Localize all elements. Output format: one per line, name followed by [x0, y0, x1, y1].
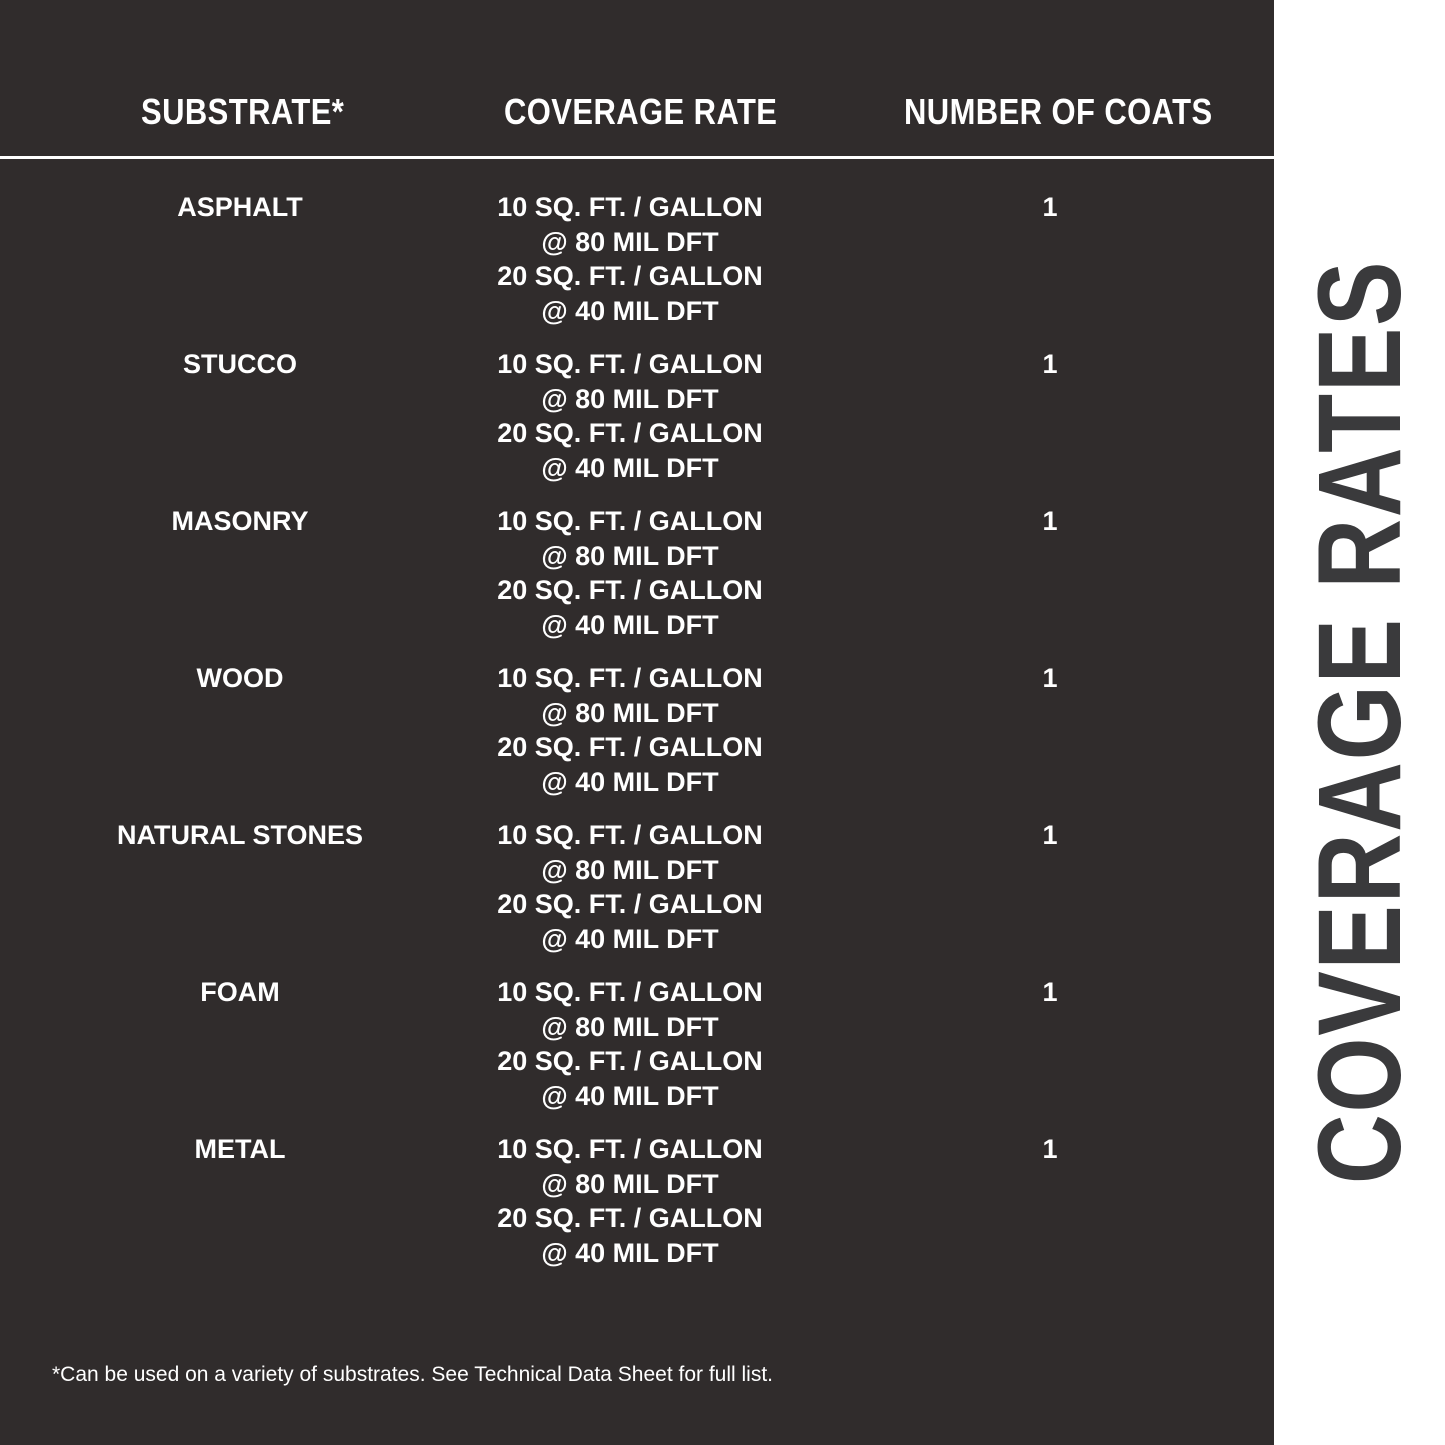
coverage-cell — [430, 1132, 830, 1271]
coverage-line: @ 40 MIL DFT — [541, 453, 719, 484]
coverage-cell — [430, 818, 830, 957]
substrate-cell: ASPHALT — [177, 192, 303, 222]
coverage-line: @ 40 MIL DFT — [541, 924, 719, 955]
table-row — [0, 347, 1274, 504]
coats-cell: 1 — [1042, 820, 1058, 850]
coverage-line: @ 80 MIL DFT — [541, 540, 719, 571]
header-number-of-coats: NUMBER OF COATS — [904, 91, 1213, 132]
substrate-cell: NATURAL STONES — [116, 820, 364, 850]
substrate-cell: MASONRY — [171, 506, 309, 536]
coverage-line: 10 SQ. FT. / GALLON — [497, 192, 763, 222]
coverage-line: 10 SQ. FT. / GALLON — [497, 977, 763, 1007]
table-row — [0, 504, 1274, 661]
substrate-cell: STUCCO — [183, 349, 297, 379]
substrate-cell: FOAM — [200, 977, 280, 1007]
coverage-line: @ 40 MIL DFT — [541, 296, 719, 327]
table-row — [0, 661, 1274, 818]
coverage-line: 10 SQ. FT. / GALLON — [497, 1134, 763, 1164]
coverage-line: 20 SQ. FT. / GALLON — [497, 1046, 763, 1077]
coverage-line: 20 SQ. FT. / GALLON — [497, 418, 763, 449]
substrate-cell: WOOD — [196, 663, 284, 693]
table-body — [0, 190, 1274, 1289]
coverage-line: @ 80 MIL DFT — [541, 1168, 719, 1199]
coats-cell: 1 — [1042, 192, 1058, 222]
coverage-line: 20 SQ. FT. / GALLON — [497, 889, 763, 920]
coverage-line: @ 80 MIL DFT — [541, 1011, 719, 1042]
coverage-line: @ 40 MIL DFT — [541, 1081, 719, 1112]
coats-cell: 1 — [1042, 349, 1058, 379]
substrate-cell: METAL — [194, 1134, 286, 1164]
table-header-row — [0, 86, 1274, 142]
coverage-cell — [430, 661, 830, 800]
coats-cell: 1 — [1042, 1134, 1058, 1164]
coverage-cell — [430, 190, 830, 329]
coverage-cell — [430, 975, 830, 1114]
coverage-line: 20 SQ. FT. / GALLON — [497, 575, 763, 606]
coverage-line: @ 40 MIL DFT — [541, 610, 719, 641]
coverage-line: 20 SQ. FT. / GALLON — [497, 732, 763, 763]
coverage-line: @ 80 MIL DFT — [541, 383, 719, 414]
coverage-line: @ 40 MIL DFT — [541, 767, 719, 798]
coats-cell: 1 — [1042, 506, 1058, 536]
coverage-cell — [430, 347, 830, 486]
coverage-line: 10 SQ. FT. / GALLON — [497, 663, 763, 693]
header-coverage-rate: COVERAGE RATE — [504, 91, 778, 132]
coverage-line: 20 SQ. FT. / GALLON — [497, 1203, 763, 1234]
coats-cell: 1 — [1042, 977, 1058, 1007]
coverage-line: @ 80 MIL DFT — [541, 854, 719, 885]
table-row — [0, 1132, 1274, 1289]
coverage-line: 20 SQ. FT. / GALLON — [497, 261, 763, 292]
header-divider — [0, 156, 1274, 159]
side-title: COVERAGE RATES — [1294, 259, 1426, 1185]
coverage-line: 10 SQ. FT. / GALLON — [497, 820, 763, 850]
coverage-cell — [430, 504, 830, 643]
coverage-line: @ 40 MIL DFT — [541, 1238, 719, 1269]
coverage-line: 10 SQ. FT. / GALLON — [497, 506, 763, 536]
coverage-line: @ 80 MIL DFT — [541, 226, 719, 257]
coverage-line: 10 SQ. FT. / GALLON — [497, 349, 763, 379]
coverage-line: @ 80 MIL DFT — [541, 697, 719, 728]
coats-cell: 1 — [1042, 663, 1058, 693]
table-row — [0, 190, 1274, 347]
table-row — [0, 818, 1274, 975]
header-substrate: SUBSTRATE* — [141, 91, 345, 132]
footnote: *Can be used on a variety of substrates. See Technical Data Sheet for full list. — [52, 1363, 774, 1386]
table-row — [0, 975, 1274, 1132]
